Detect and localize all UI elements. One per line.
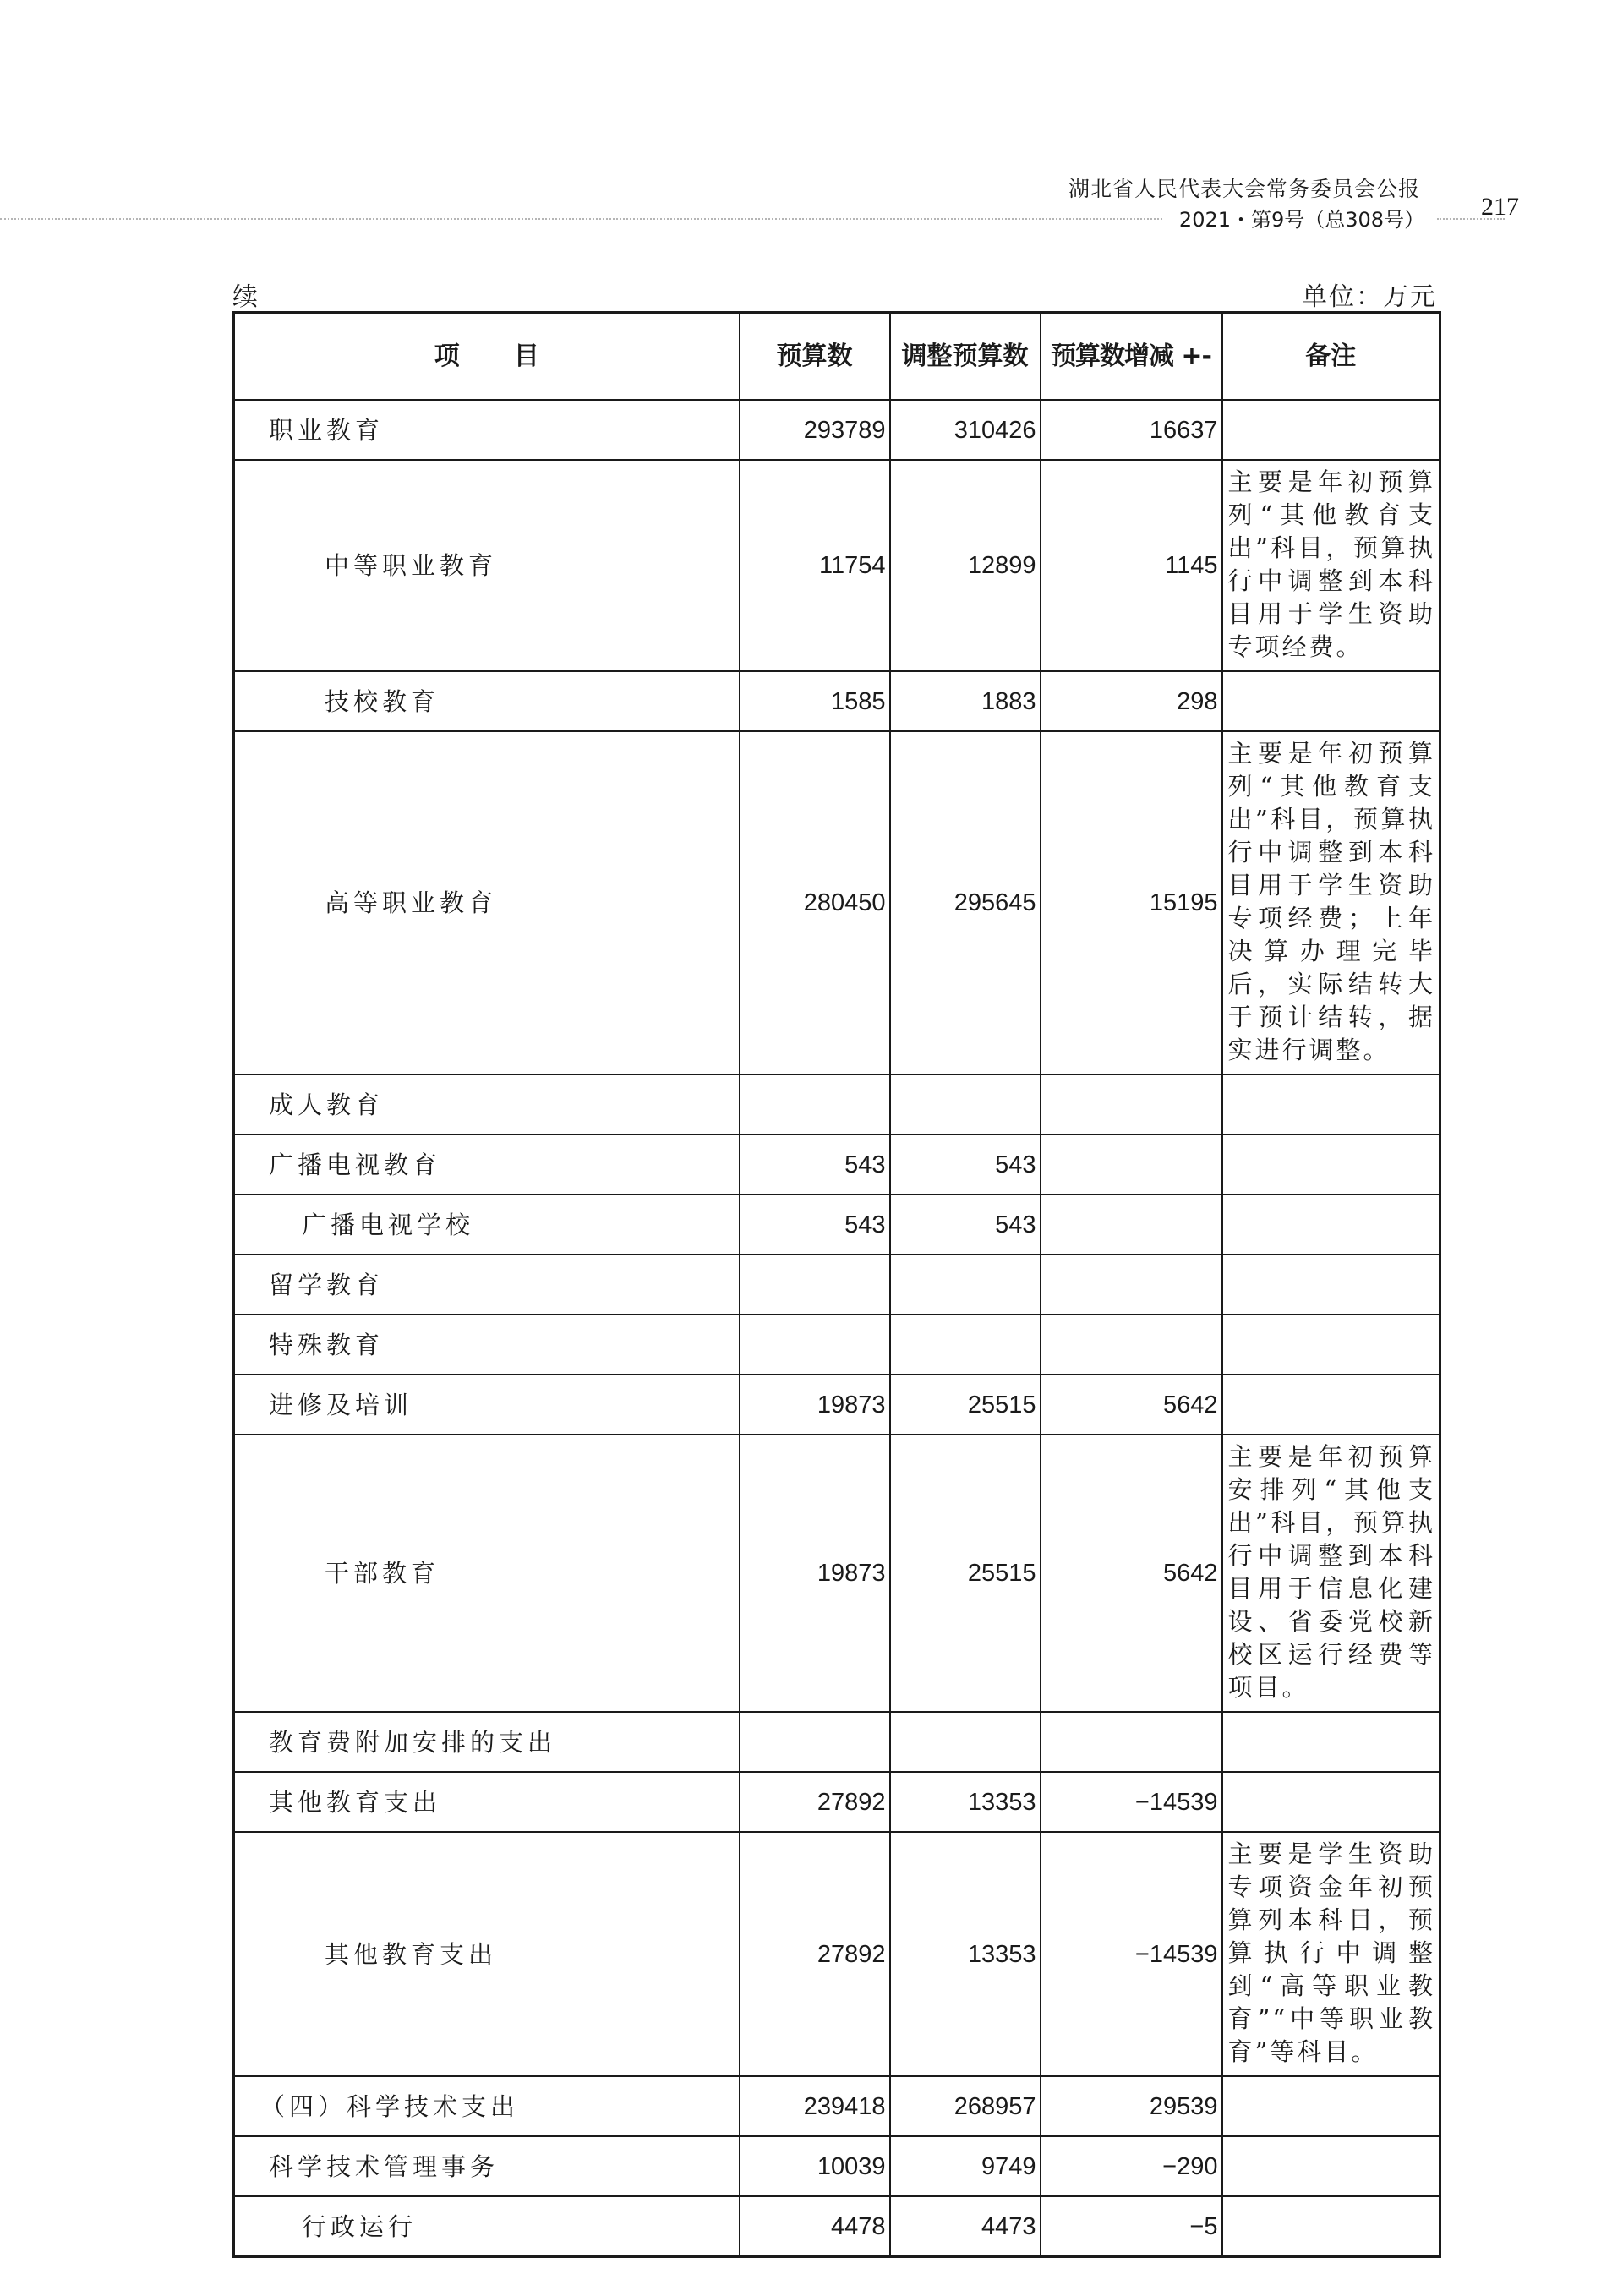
row-change: −14539	[1041, 1832, 1222, 2076]
row-label: （四）科学技术支出	[234, 2076, 740, 2136]
column-header-change: 预算数增减 +-	[1041, 313, 1222, 401]
table-row	[234, 1315, 1440, 1375]
row-adjusted: 295645	[890, 731, 1041, 1074]
table-row	[234, 1255, 1440, 1315]
table-row	[234, 1772, 1440, 1832]
row-change: 1145	[1041, 460, 1222, 671]
row-label: 高等职业教育	[234, 731, 740, 1074]
row-change	[1041, 1074, 1222, 1134]
row-adjusted: 543	[890, 1134, 1041, 1194]
row-budget: 239418	[740, 2076, 890, 2136]
row-adjusted: 12899	[890, 460, 1041, 671]
table-header-row	[234, 313, 1440, 401]
row-label: 广播电视学校	[234, 1194, 740, 1255]
table-row	[234, 2076, 1440, 2136]
row-adjusted: 543	[890, 1194, 1041, 1255]
table-row	[234, 2196, 1440, 2257]
row-budget: 280450	[740, 731, 890, 1074]
row-budget: 11754	[740, 460, 890, 671]
header-rule-left	[0, 218, 1162, 220]
row-note	[1222, 1772, 1440, 1832]
row-change: 15195	[1041, 731, 1222, 1074]
row-adjusted: 25515	[890, 1375, 1041, 1435]
table-row	[234, 1832, 1440, 2076]
row-label: 行政运行	[234, 2196, 740, 2257]
table-row	[234, 1375, 1440, 1435]
row-adjusted: 25515	[890, 1435, 1041, 1712]
table-row	[234, 400, 1440, 460]
table-row	[234, 1435, 1440, 1712]
row-adjusted: 9749	[890, 2136, 1041, 2196]
row-budget: 19873	[740, 1375, 890, 1435]
row-change: −5	[1041, 2196, 1222, 2257]
column-header-budget: 预算数	[740, 313, 890, 401]
table-row	[234, 671, 1440, 731]
row-note	[1222, 1194, 1440, 1255]
budget-table	[232, 311, 1441, 2258]
row-note	[1222, 671, 1440, 731]
row-label: 留学教育	[234, 1255, 740, 1315]
table-row	[234, 1712, 1440, 1772]
table-row	[234, 1194, 1440, 1255]
table-row	[234, 1134, 1440, 1194]
table-row	[234, 1074, 1440, 1134]
column-header-adjusted: 调整预算数	[890, 313, 1041, 401]
row-adjusted	[890, 1712, 1041, 1772]
row-budget: 293789	[740, 400, 890, 460]
row-budget: 543	[740, 1194, 890, 1255]
row-change: 5642	[1041, 1375, 1222, 1435]
row-note	[1222, 400, 1440, 460]
table-row	[234, 2136, 1440, 2196]
row-note: 主要是学生资助专项资金年初预算列本科目，预算执行中调整到“高等职业教育”“中等职业教育”等科目。	[1222, 1832, 1440, 2076]
row-note: 主要是年初预算列“其他教育支出”科目，预算执行中调整到本科目用于学生资助专项经费。	[1222, 460, 1440, 671]
row-change	[1041, 1134, 1222, 1194]
row-label: 中等职业教育	[234, 460, 740, 671]
column-header-note: 备注	[1222, 313, 1440, 401]
row-label: 特殊教育	[234, 1315, 740, 1375]
row-label: 进修及培训	[234, 1375, 740, 1435]
row-budget: 1585	[740, 671, 890, 731]
row-budget: 19873	[740, 1435, 890, 1712]
row-label: 职业教育	[234, 400, 740, 460]
unit-label: 单位：万元	[1302, 282, 1437, 312]
row-change: −14539	[1041, 1772, 1222, 1832]
row-note: 主要是年初预算列“其他教育支出”科目，预算执行中调整到本科目用于学生资助专项经费；上年决算办理完毕后，实际结转大于预计结转，据实进行调整。	[1222, 731, 1440, 1074]
row-note	[1222, 1375, 1440, 1435]
row-budget	[740, 1712, 890, 1772]
row-adjusted	[890, 1315, 1041, 1375]
row-change: 29539	[1041, 2076, 1222, 2136]
row-note	[1222, 1074, 1440, 1134]
row-label: 广播电视教育	[234, 1134, 740, 1194]
table-row	[234, 731, 1440, 1074]
row-budget: 10039	[740, 2136, 890, 2196]
row-label: 教育费附加安排的支出	[234, 1712, 740, 1772]
row-budget: 543	[740, 1134, 890, 1194]
row-budget	[740, 1255, 890, 1315]
row-note	[1222, 1255, 1440, 1315]
row-change	[1041, 1315, 1222, 1375]
row-label: 科学技术管理事务	[234, 2136, 740, 2196]
row-change: −290	[1041, 2136, 1222, 2196]
row-adjusted: 13353	[890, 1772, 1041, 1832]
row-label: 成人教育	[234, 1074, 740, 1134]
row-label: 技校教育	[234, 671, 740, 731]
row-adjusted	[890, 1074, 1041, 1134]
row-note	[1222, 2196, 1440, 2257]
row-change: 298	[1041, 671, 1222, 731]
row-label: 其他教育支出	[234, 1772, 740, 1832]
row-change	[1041, 1255, 1222, 1315]
row-budget: 27892	[740, 1772, 890, 1832]
row-adjusted: 1883	[890, 671, 1041, 731]
row-adjusted: 310426	[890, 400, 1041, 460]
row-adjusted: 4473	[890, 2196, 1041, 2257]
row-budget: 27892	[740, 1832, 890, 2076]
row-label: 其他教育支出	[234, 1832, 740, 2076]
row-note	[1222, 2076, 1440, 2136]
journal-issue: 2021・第9号（总308号）	[1178, 208, 1425, 232]
row-adjusted: 13353	[890, 1832, 1041, 2076]
row-label: 干部教育	[234, 1435, 740, 1712]
column-header-item: 项目	[234, 313, 740, 401]
row-note: 主要是年初预算安排列“其他支出”科目，预算执行中调整到本科目用于信息化建设、省委党校新校区运行经费等项目。	[1222, 1435, 1440, 1712]
row-budget	[740, 1315, 890, 1375]
row-adjusted	[890, 1255, 1041, 1315]
page-number: 217	[1481, 193, 1519, 221]
table-row	[234, 460, 1440, 671]
row-budget	[740, 1074, 890, 1134]
journal-title: 湖北省人民代表大会常务委员会公报	[1068, 177, 1420, 201]
row-adjusted: 268957	[890, 2076, 1041, 2136]
row-change	[1041, 1194, 1222, 1255]
continued-label: 续	[232, 282, 258, 312]
row-note	[1222, 1134, 1440, 1194]
row-change: 5642	[1041, 1435, 1222, 1712]
row-note	[1222, 2136, 1440, 2196]
row-note	[1222, 1315, 1440, 1375]
row-change: 16637	[1041, 400, 1222, 460]
row-change	[1041, 1712, 1222, 1772]
row-note	[1222, 1712, 1440, 1772]
row-budget: 4478	[740, 2196, 890, 2257]
